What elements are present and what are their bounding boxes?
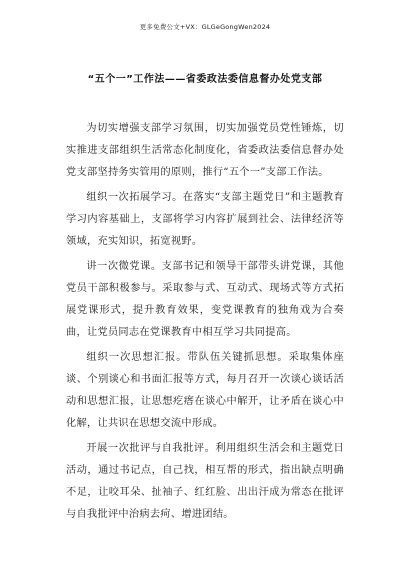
header-note: 更多免费公文+VX：GLGeGongWen2024: [139, 23, 271, 31]
document-title: “五个一”工作法——省委政法委信息督办处党支部: [87, 74, 323, 85]
paragraph-party-lecture: 讲一次微党课。支部书记和领导干部带头讲党课，其他党员干部积极参与。采取参与式、互动式、现场式等方式拓展党课形式，提升教育效果，变党课教育的独角戏为合奏曲，让党员同志在党课教育中相互学习共同提高。: [66, 261, 344, 338]
document-body: [66, 118, 344, 529]
paragraph-intro: 为切实增强支部学习氛围，切实加强党员党性锤炼，切实推进支部组织生活常态化制度化，省委政法委信息督办处党支部坚持务实管用的原则，推行“五个一”支部工作法。: [66, 123, 344, 178]
paragraph-criticism: 开展一次批评与自我批评。利用组织生活会和主题党日活动，通过书记点，自己找，相互帮的形式，指出缺点明确不足，让咬耳朵、扯袖子、红红脸、出出汗成为常态在批评与自我批评中治病去疴、增进团结。: [66, 443, 344, 520]
paragraph-thought-report: 组织一次思想汇报。带队伍关键抓思想。采取集体座谈、个别谈心和书面汇报等方式，每月召开一次谈心谈话活动和思想汇报，让思想疙瘩在谈心中解开，让矛盾在谈心中化解，让共识在思想交流中形成。: [66, 352, 344, 429]
paragraph-study: 组织一次拓展学习。在落实“支部主题党日”和主题教育学习内容基础上，支部将学习内容扩展到社会、法律经济等领域，充实知识，拓宽视野。: [66, 192, 344, 247]
